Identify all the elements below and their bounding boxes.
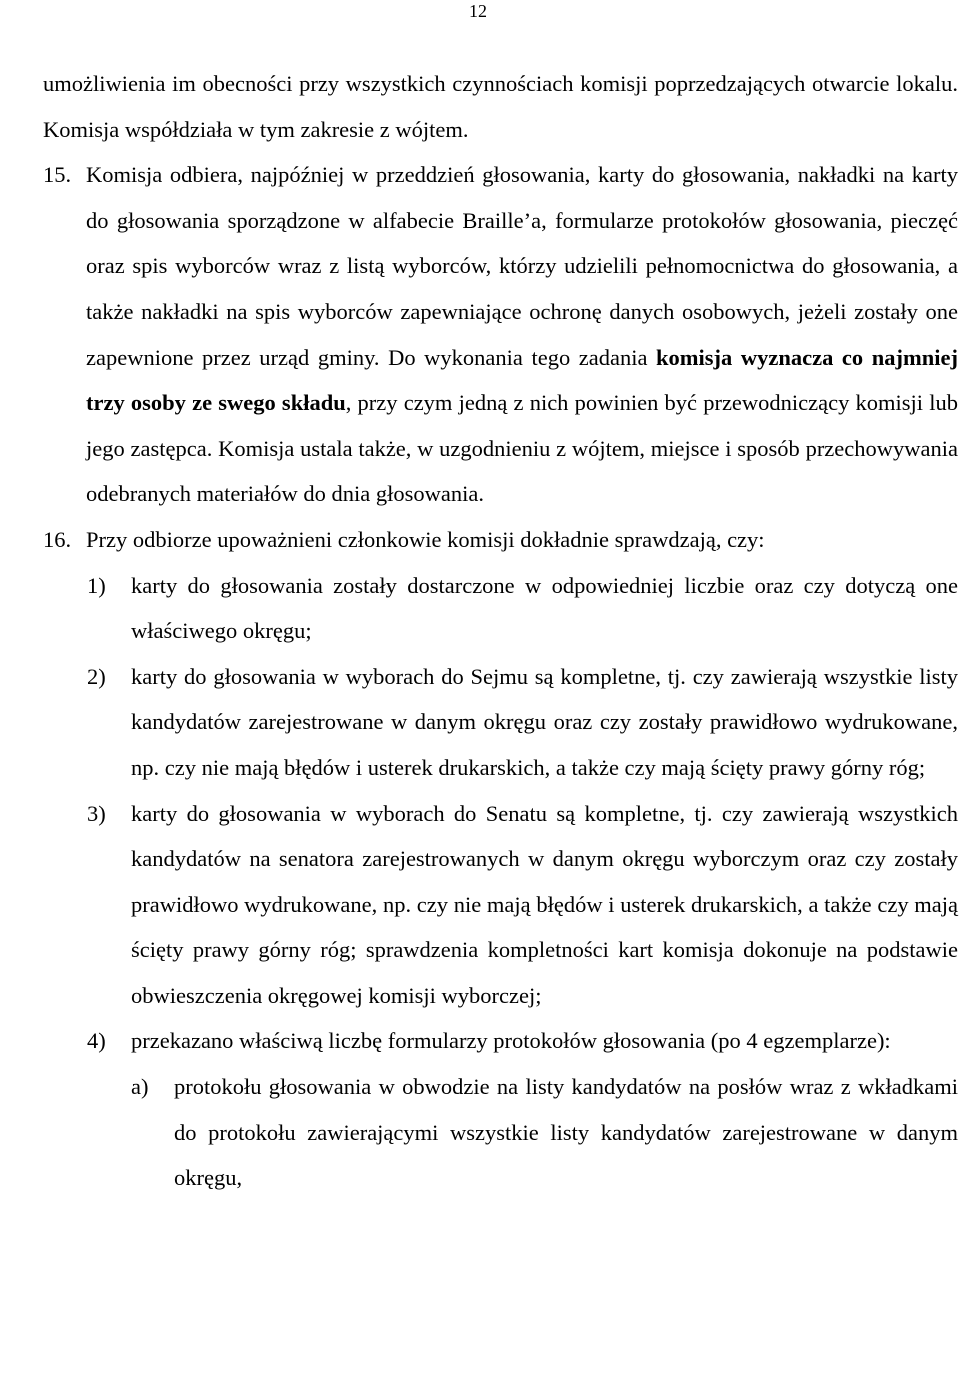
list-item-4-sublist	[87, 1064, 958, 1201]
sublist-item-letter: a)	[131, 1074, 149, 1100]
sublist-item-a	[131, 1064, 958, 1201]
list-item-text: przekazano właściwą liczbę formularzy protokołów głosowania (po 4 egzemplarze):	[131, 1028, 891, 1054]
section-15-text-end: , przy czym jedną z nich powinien być przewodniczący komisji lub jego zastępca. Komisja ustala także, w uzgodnieniu z wójtem, miejsce i sposób przechowywania odebranych materiałów do dnia głosowania.	[86, 390, 958, 507]
list-item-text: karty do głosowania zostały dostarczone w odpowiedniej liczbie oraz czy dotyczą one właściwego okręgu;	[131, 572, 958, 644]
section-16-list	[43, 563, 958, 1201]
list-item-number: 3)	[87, 800, 106, 826]
list-item-4	[87, 1018, 958, 1064]
section-15-bold-text: komisja wyznacza co najmniej trzy osoby ze swego składu	[86, 344, 958, 416]
list-item-text: karty do głosowania w wyborach do Sejmu są kompletne, tj. czy zawierają wszystkie listy kandydatów zarejestrowane w danym okręgu oraz czy zostały prawidłowo wydrukowane, np. czy nie mają błędów i usterek drukarskich, a także czy mają ścięty prawy górny róg;	[131, 663, 958, 780]
list-item-2	[87, 654, 958, 791]
list-item-number: 4)	[87, 1028, 106, 1054]
section-15-number: 15.	[43, 162, 72, 188]
list-item-1	[87, 563, 958, 654]
sublist-item-text: protokołu głosowania w obwodzie na listy kandydatów na posłów wraz z wkładkami do protokołu zawierającymi wszystkie listy kandydatów zarejestrowane w danym okręgu,	[174, 1074, 958, 1191]
list-item-text: karty do głosowania w wyborach do Senatu są kompletne, tj. czy zawierają wszystkich kandydatów na senatora zarejestrowanych w danym okręgu wyborczym oraz czy zostały prawidłowo wydrukowane, np. czy nie mają błędów i usterek drukarskich, a także czy mają ścięty prawy górny róg; sprawdzenia kompletności kart komisja dokonuje na podstawie obwieszczenia okręgowej komisji wyborczej;	[131, 800, 958, 1008]
section-15-text-start: Komisja odbiera, najpóźniej w przeddzień głosowania, karty do głosowania, nakładki na karty do głosowania sporządzone w alfabecie Braille’a, formularze protokołów głosowania, pieczęć oraz spis wyborców wraz z listą wyborców, którzy udzielili pełnomocnictwa do głosowania, a także nakładki na spis wyborców zapewniające ochronę danych osobowych, jeżeli zostały one zapewnione przez urząd gminy. Do wykonania tego zadania	[86, 162, 958, 370]
list-item-number: 1)	[87, 572, 106, 598]
list-item-number: 2)	[87, 663, 106, 689]
section-16	[43, 517, 958, 563]
document-body	[43, 61, 958, 1201]
section-15	[43, 152, 958, 517]
page-number: 12	[469, 1, 487, 21]
section-16-number: 16.	[43, 526, 72, 552]
list-item-3	[87, 791, 958, 1019]
section-16-text: Przy odbiorze upoważnieni członkowie komisji dokładnie sprawdzają, czy:	[86, 526, 765, 552]
intro-paragraph: umożliwienia im obecności przy wszystkich czynnościach komisji poprzedzających otwarcie lokalu. Komisja współdziała w tym zakresie z wójtem.	[43, 71, 958, 142]
